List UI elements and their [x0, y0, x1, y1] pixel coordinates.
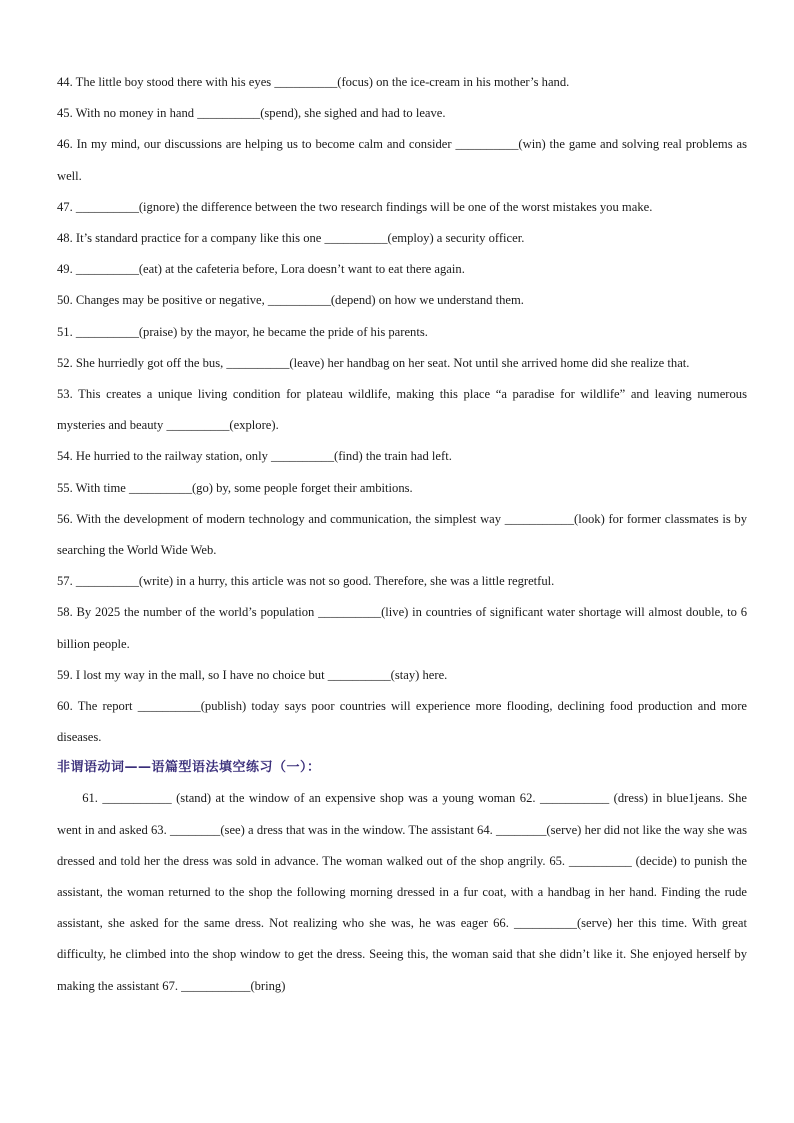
question-52: 52. She hurriedly got off the bus, __________(leave) her handbag on her seat. Not until she arrived home did she realize that.: [57, 355, 690, 370]
question-50: 50. Changes may be positive or negative, __________(depend) on how we understand them.: [57, 293, 524, 308]
question-60: 60. The report __________(publish) today says poor countries will experience more flooding, declining food production and more diseases.: [57, 699, 747, 745]
question-54: 54. He hurried to the railway station, only __________(find) the train had left.: [57, 449, 452, 464]
section-heading: 非谓语动词——语篇型语法填空练习（一）：: [57, 760, 321, 776]
question-58: 58. By 2025 the number of the world’s population __________(live) in countries of significant water shortage will almost double, to 6 billion people.: [57, 605, 747, 651]
question-55: 55. With time __________(go) by, some people forget their ambitions.: [57, 480, 413, 495]
question-59: 59. I lost my way in the mall, so I have no choice but __________(stay) here.: [57, 667, 448, 682]
question-48: 48. It’s standard practice for a company like this one __________(employ) a security officer.: [57, 231, 525, 246]
document-content: [57, 67, 747, 1002]
question-44: 44. The little boy stood there with his eyes __________(focus) on the ice-cream in his mother’s hand.: [57, 75, 570, 89]
question-51: 51. __________(praise) by the mayor, he became the pride of his parents.: [57, 324, 428, 339]
question-45: 45. With no money in hand __________(spend), she sighed and had to leave.: [57, 106, 446, 121]
question-49: 49. __________(eat) at the cafeteria before, Lora doesn’t want to eat there again.: [57, 262, 465, 277]
question-46: 46. In my mind, our discussions are helping us to become calm and consider __________(win) the game and solving real problems as well.: [57, 137, 747, 183]
question-47: 47. __________(ignore) the difference between the two research findings will be one of the worst mistakes you make.: [57, 199, 653, 214]
question-53: 53. This creates a unique living condition for plateau wildlife, making this place “a paradise for wildlife” and leaving numerous mysteries and beauty __________(explore).: [57, 387, 747, 433]
question-57: 57. __________(write) in a hurry, this article was not so good. Therefore, she was a little regretful.: [57, 574, 555, 589]
question-56: 56. With the development of modern technology and communication, the simplest way ___________(look) for former classmates is by searching the World Wide Web.: [57, 511, 747, 558]
cloze-passage: 61. ___________ (stand) at the window of an expensive shop was a young woman 62. ___________ (dress) in blue1jeans. She went in and asked 63. ________(see) a dress that was in the window. The assistant 64. ________(serve) her did not like the way she was dressed and told her the dress was sold in advance. The woman walked out of the shop angrily. 65. __________ (decide) to punish the assistant, the woman returned to the shop the following morning dressed in a fur coat, with a handbag in her hand. Finding the rude assistant, she asked for the same dress. Not realizing who she was, he was eager 66. __________(serve) her this time. With great difficulty, he climbed into the shop window to get the dress. Seeing this, the woman said that she didn’t like it. She enjoyed herself by making the assistant 67. ___________(bring): [57, 791, 747, 993]
